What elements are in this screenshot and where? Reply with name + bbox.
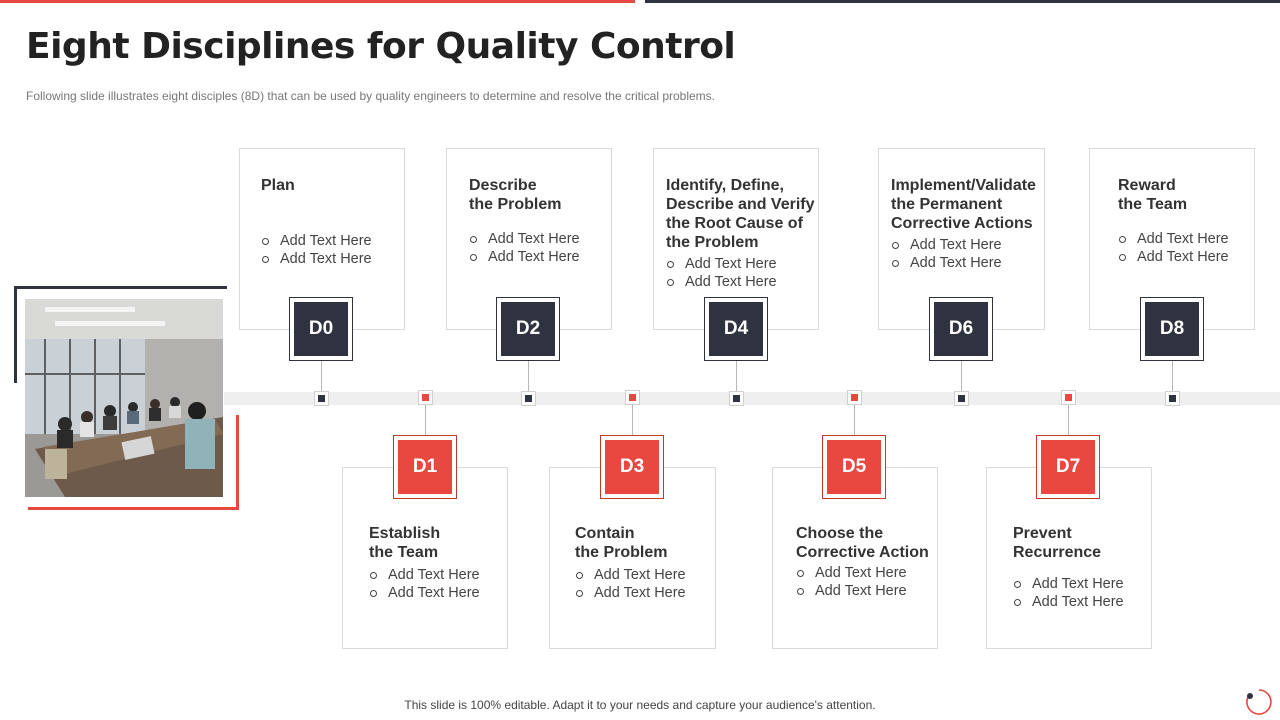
bullet-item: Add Text Here [1013, 593, 1124, 611]
discipline-badge-d7 [1036, 435, 1100, 499]
discipline-code-d3: D3 [605, 440, 659, 494]
bullet-item: Add Text Here [666, 273, 777, 291]
discipline-code-d2: D2 [501, 302, 555, 356]
discipline-title-line: the Problem [666, 234, 759, 251]
connector-line-d4 [736, 361, 737, 392]
discipline-title-line: Corrective Actions [891, 215, 1033, 232]
discipline-title-d2 [469, 176, 561, 214]
discipline-badge-d0 [289, 297, 353, 361]
connector-line-d8 [1172, 361, 1173, 392]
timeline-dot-d8 [1166, 392, 1179, 405]
discipline-badge-d8 [1140, 297, 1204, 361]
meeting-photo-illustration [25, 299, 223, 497]
bullet-item: Add Text Here [1118, 230, 1229, 248]
discipline-title-line: Describe [469, 177, 537, 194]
timeline-dot-d0 [315, 392, 328, 405]
discipline-badge-d2 [496, 297, 560, 361]
discipline-title-line: Establish [369, 525, 441, 542]
discipline-code-d6: D6 [934, 302, 988, 356]
timeline-dot-d2 [522, 392, 535, 405]
discipline-title-line: the Team [1118, 196, 1188, 213]
discipline-code-d1: D1 [398, 440, 452, 494]
discipline-title-d8 [1118, 176, 1187, 214]
discipline-title-line: the Problem [575, 544, 668, 561]
discipline-title-line: Implement/Validate [891, 177, 1036, 194]
connector-line-d0 [321, 361, 322, 392]
discipline-title-line: the Team [369, 544, 439, 561]
discipline-bullets-d2 [469, 230, 580, 266]
discipline-title-d1 [369, 524, 440, 562]
discipline-badge-d6 [929, 297, 993, 361]
connector-line-d5 [854, 405, 855, 435]
timeline-dot-d7 [1062, 391, 1075, 404]
discipline-title-line: Describe and Verify [666, 196, 815, 213]
bullet-item: Add Text Here [369, 584, 480, 602]
bullet-item: Add Text Here [1013, 575, 1124, 593]
timeline-dot-d6 [955, 392, 968, 405]
discipline-bullets-d6 [891, 236, 1002, 272]
discipline-title-line: Recurrence [1013, 544, 1102, 561]
discipline-code-d5: D5 [827, 440, 881, 494]
discipline-title-d5 [796, 524, 929, 562]
logo-icon [1245, 688, 1273, 716]
discipline-title-d4 [666, 176, 815, 252]
bullet-item: Add Text Here [575, 584, 686, 602]
discipline-title-line: the Problem [469, 196, 562, 213]
timeline-dot-d1 [419, 391, 432, 404]
discipline-title-line: Contain [575, 525, 635, 542]
top-accent-bar-red [0, 0, 635, 3]
discipline-badge-d3 [600, 435, 664, 499]
meeting-room-photo [25, 299, 223, 497]
bullet-item: Add Text Here [369, 566, 480, 584]
discipline-title-line: the Root Cause of [666, 215, 803, 232]
discipline-bullets-d5 [796, 564, 907, 600]
discipline-badge-d4 [704, 297, 768, 361]
discipline-badge-d5 [822, 435, 886, 499]
timeline-dot-d5 [848, 391, 861, 404]
bullet-item: Add Text Here [261, 250, 372, 268]
discipline-title-d3 [575, 524, 667, 562]
discipline-bullets-d1 [369, 566, 480, 602]
bullet-item: Add Text Here [575, 566, 686, 584]
bullet-item: Add Text Here [1118, 248, 1229, 266]
page-title: Eight Disciplines for Quality Control [26, 26, 736, 67]
bullet-item: Add Text Here [469, 230, 580, 248]
discipline-title-line: Prevent [1013, 525, 1072, 542]
discipline-title-line: Plan [261, 177, 295, 194]
footer-note: This slide is 100% editable. Adapt it to your needs and capture your audience's attention. [404, 698, 876, 712]
connector-line-d6 [961, 361, 962, 392]
discipline-title-line: Corrective Action [796, 544, 929, 561]
connector-line-d1 [425, 405, 426, 435]
discipline-code-d4: D4 [709, 302, 763, 356]
bullet-item: Add Text Here [891, 236, 1002, 254]
bullet-item: Add Text Here [796, 582, 907, 600]
discipline-title-line: Identify, Define, [666, 177, 784, 194]
bullet-item: Add Text Here [891, 254, 1002, 272]
discipline-title-line: Reward [1118, 177, 1176, 194]
discipline-bullets-d7 [1013, 575, 1124, 611]
connector-line-d2 [528, 361, 529, 392]
discipline-bullets-d3 [575, 566, 686, 602]
timeline-dot-d3 [626, 391, 639, 404]
connector-line-d7 [1068, 405, 1069, 435]
timeline-dot-d4 [730, 392, 743, 405]
discipline-code-d0: D0 [294, 302, 348, 356]
discipline-title-d7 [1013, 524, 1101, 562]
bullet-item: Add Text Here [469, 248, 580, 266]
discipline-title-d0 [261, 176, 295, 195]
discipline-title-d6 [891, 176, 1036, 233]
discipline-title-line: Choose the [796, 525, 884, 542]
discipline-bullets-d0 [261, 232, 372, 268]
bullet-item: Add Text Here [796, 564, 907, 582]
top-accent-bar-dark [645, 0, 1280, 3]
discipline-code-d7: D7 [1041, 440, 1095, 494]
connector-line-d3 [632, 405, 633, 435]
discipline-title-line: the Permanent [891, 196, 1003, 213]
bullet-item: Add Text Here [261, 232, 372, 250]
page-subtitle: Following slide illustrates eight disciples (8D) that can be used by quality engineers to determine and resolve the critical problems. [26, 89, 716, 103]
discipline-bullets-d4 [666, 255, 777, 291]
discipline-badge-d1 [393, 435, 457, 499]
timeline-track [224, 392, 1280, 405]
discipline-code-d8: D8 [1145, 302, 1199, 356]
discipline-bullets-d8 [1118, 230, 1229, 266]
bullet-item: Add Text Here [666, 255, 777, 273]
